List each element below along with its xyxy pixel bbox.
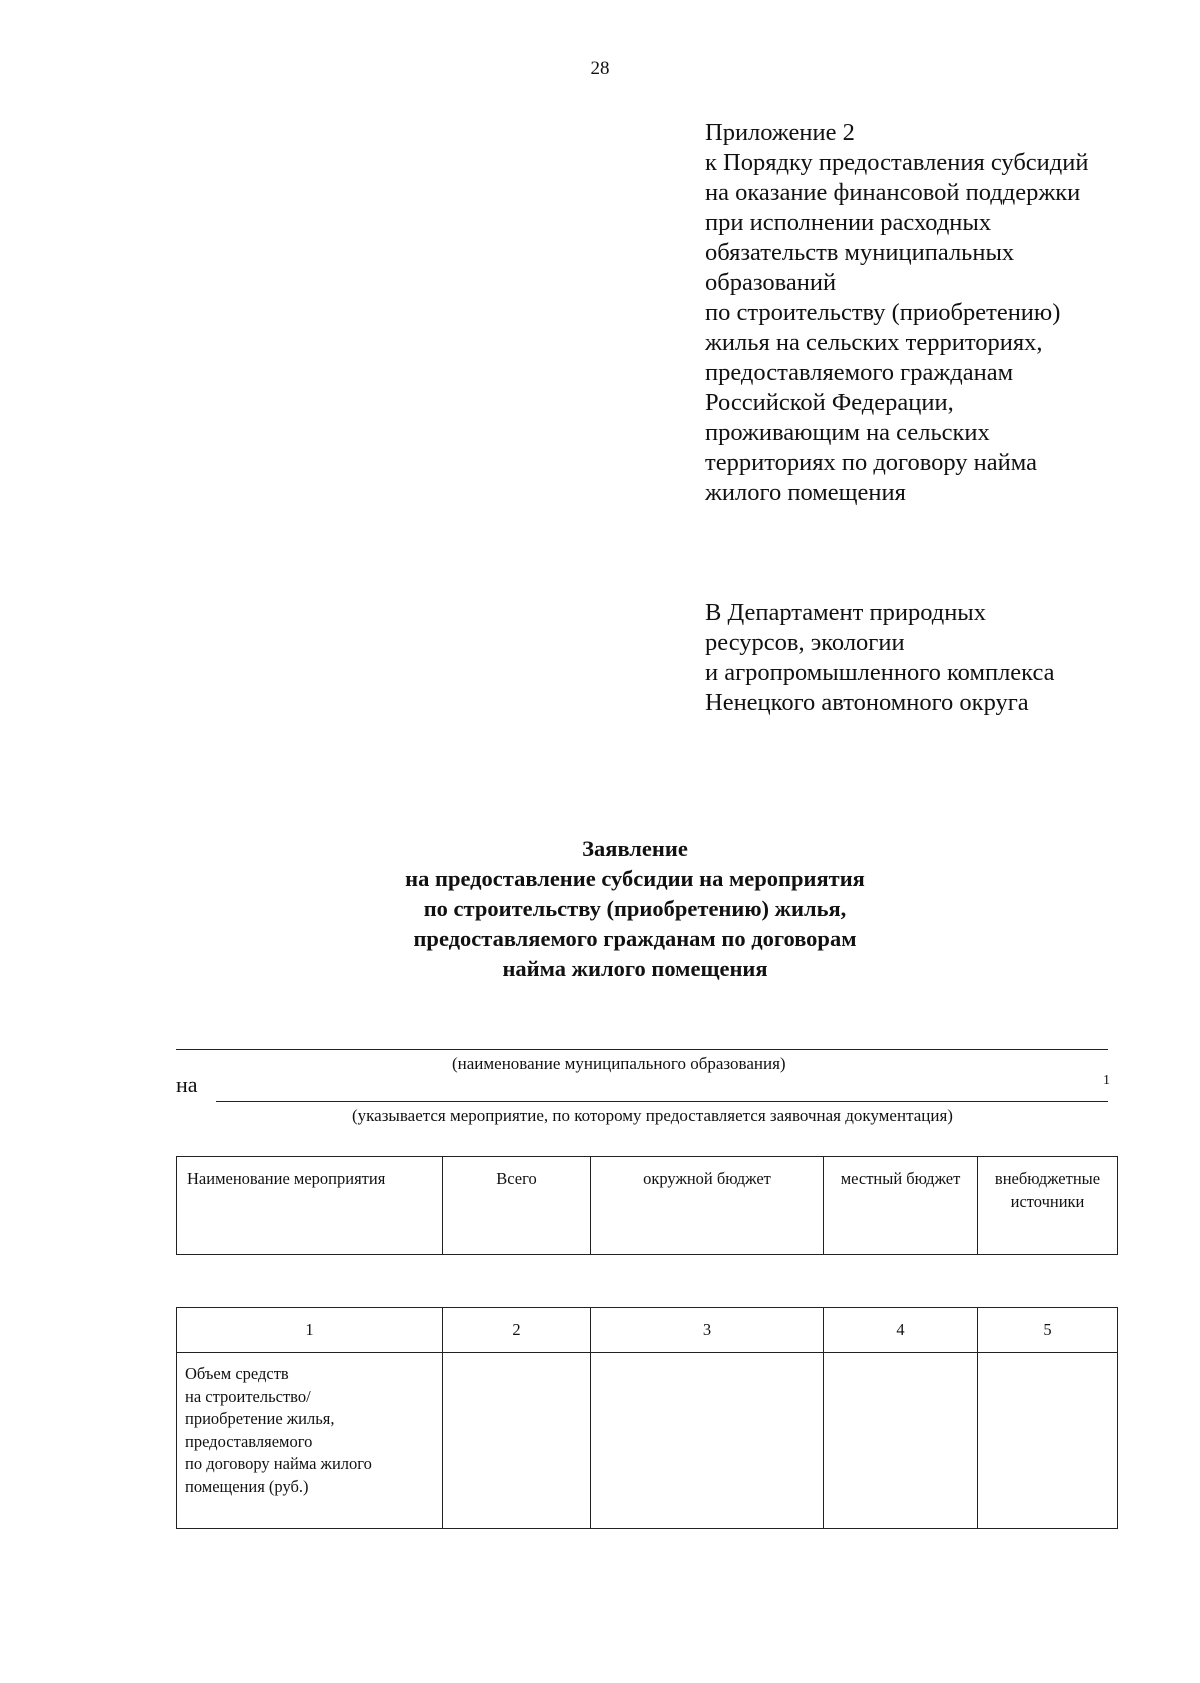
row-label-line: помещения (руб.) [185,1476,309,1496]
addressee-line: ресурсов, экологии [705,629,905,656]
municipality-fill-line[interactable] [176,1049,1108,1050]
row-label-cell [177,1353,443,1529]
annex-line: Приложение 2 [705,119,855,146]
annex-line: обязательств муниципальных [705,239,1015,266]
column-number-row [177,1308,1118,1353]
annex-line: на оказание финансовой поддержки [705,179,1081,206]
annex-block [705,118,1175,508]
annex-line: жилья на сельских территориях, [705,329,1043,356]
addressee-line: В Департамент природных [705,599,987,626]
header-row [177,1157,1118,1255]
column-number-cell: 4 [824,1308,978,1353]
annex-line: по строительству (приобретению) [705,299,1061,326]
table-row [177,1353,1118,1529]
row-label-line: по договору найма жилого [185,1454,372,1473]
event-fill-line[interactable] [216,1101,1108,1102]
addressee-block [705,598,1175,718]
header-cell-district-budget: окружной бюджет [591,1157,824,1255]
annex-line: жилого помещения [705,479,906,506]
header-cell-local-budget: местный бюджет [824,1157,978,1255]
column-number-cell: 3 [591,1308,824,1353]
addressee-line: и агропромышленного комплекса [705,659,1055,686]
row-label-line: предоставляемого [185,1431,313,1451]
value-cell-district-budget[interactable] [591,1353,824,1529]
header-cell-total: Всего [443,1157,591,1255]
row-label-line: Объем средств [185,1364,289,1383]
value-cell-total[interactable] [443,1353,591,1529]
column-number-cell: 5 [978,1308,1118,1353]
header-cell-extra-budget: внебюджетные источники [978,1157,1118,1255]
value-cell-extra-budget[interactable] [978,1353,1118,1529]
annex-line: образований [705,269,837,296]
page-number: 28 [590,58,610,79]
annex-line: при исполнении расходных [705,209,992,236]
annex-line: проживающим на сельских [705,419,990,446]
annex-line: Российской Федерации, [705,389,954,416]
document-title [0,834,1200,984]
header-table [176,1156,1118,1255]
annex-line: территориях по договору найма [705,449,1037,476]
annex-line: к Порядку предоставления субсидий [705,149,1089,176]
column-number-cell: 1 [177,1308,443,1353]
footnote-mark: 1 [1103,1073,1110,1088]
addressee-line: Ненецкого автономного округа [705,689,1029,716]
title-line: на предоставление субсидии на мероприятия [405,866,865,891]
annex-line: предоставляемого гражданам [705,359,1014,386]
column-number-cell: 2 [443,1308,591,1353]
header-cell-event-name: Наименование мероприятия [177,1157,443,1255]
data-table [176,1307,1118,1529]
na-label: на [176,1072,198,1097]
value-cell-local-budget[interactable] [824,1353,978,1529]
event-caption: (указывается мероприятие, по которому предоставляется заявочная документация) [352,1106,953,1125]
row-label-line: приобретение жилья, [185,1409,335,1428]
municipality-caption: (наименование муниципального образования) [452,1054,786,1073]
row-label-line: на строительство/ [185,1386,311,1406]
title-line: предоставляемого гражданам по договорам [413,926,857,951]
title-line: по строительству (приобретению) жилья, [423,896,847,921]
title-line: Заявление [582,836,688,861]
title-line: найма жилого помещения [502,956,768,981]
